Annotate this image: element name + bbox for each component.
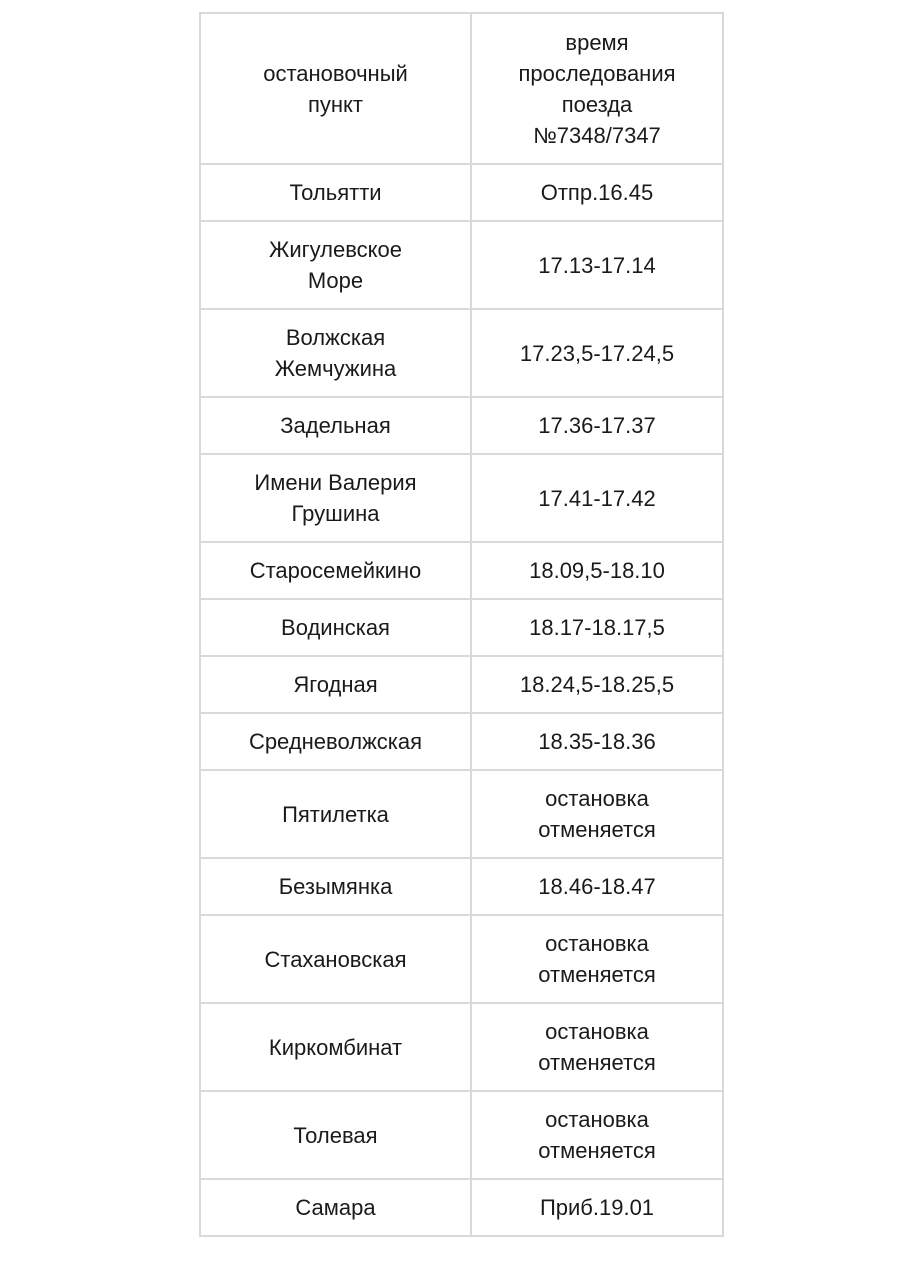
header-time-line: проследования [518,60,676,86]
stop-cell [200,1179,471,1236]
stop-cell [200,599,471,656]
table-row [200,221,723,309]
time-cell-text: остановка [545,786,649,811]
time-cell-text: 18.09,5-18.10 [529,558,665,583]
stop-cell [200,713,471,770]
table-row [200,164,723,221]
stop-cell-text: Имени Валерия [254,470,417,495]
table-row [200,656,723,713]
stop-cell-text: Море [307,268,364,293]
time-cell [471,713,723,770]
table-row [200,454,723,542]
time-cell-text: отменяется [538,817,656,842]
stop-cell [200,542,471,599]
header-time-line: время [565,29,629,55]
header-time-line: №7348/7347 [533,122,661,148]
stop-cell-text: Киркомбинат [268,1034,403,1060]
header-time [471,13,723,164]
stop-cell [200,858,471,915]
table-row [200,1179,723,1236]
time-cell-text: 18.35-18.36 [538,729,656,754]
header-stop-line: остановочный [263,60,408,86]
stop-cell-text: Задельная [280,413,391,438]
time-cell [471,164,723,221]
table-row [200,713,723,770]
time-cell-text: остановка [545,1019,649,1044]
stop-cell [200,1091,471,1179]
stop-cell [200,770,471,858]
table-row [200,309,723,397]
stop-cell-text: Жемчужина [274,356,397,381]
time-cell [471,858,723,915]
stop-cell-text: Самара [295,1195,376,1220]
time-cell-text: Приб.19.01 [539,1195,655,1220]
stop-cell [200,915,471,1003]
stop-cell [200,221,471,309]
time-cell [471,599,723,656]
table-row [200,542,723,599]
time-cell [471,1003,723,1091]
train-schedule-table [199,12,724,1237]
time-cell [471,542,723,599]
time-cell-text: Отпр.16.45 [540,180,654,205]
stop-cell-text: Средневолжская [248,729,423,754]
stop-cell-text: Грушина [291,501,380,526]
time-cell [471,656,723,713]
stop-cell [200,309,471,397]
header-stop-line: пункт [307,91,363,117]
stop-cell [200,397,471,454]
stop-cell [200,454,471,542]
time-cell-text: 18.46-18.47 [538,874,656,899]
stop-cell-text: Ягодная [293,672,378,697]
table-row [200,1091,723,1179]
time-cell [471,770,723,858]
time-cell-text: отменяется [538,962,656,987]
stop-cell-text: Толевая [293,1122,378,1148]
stop-cell-text: Водинская [281,615,390,640]
time-cell [471,309,723,397]
time-cell [471,454,723,542]
stop-cell [200,656,471,713]
time-cell-text: остановка [545,931,649,956]
time-cell-text: 17.41-17.42 [538,485,656,511]
stop-cell [200,164,471,221]
table-row [200,599,723,656]
table-header-row [200,13,723,164]
stop-cell-text: Волжская [285,325,386,350]
table-row [200,858,723,915]
time-cell-text: 17.23,5-17.24,5 [519,340,675,366]
header-stop [200,13,471,164]
stop-cell-text: Старосемейкино [249,558,422,583]
stop-cell-text: Безымянка [278,874,393,899]
table-row [200,770,723,858]
header-time-line: поезда [561,91,633,117]
time-cell [471,1179,723,1236]
table-row [200,1003,723,1091]
time-cell-text: 17.36-17.37 [538,413,656,438]
time-cell [471,397,723,454]
time-cell [471,915,723,1003]
time-cell-text: остановка [545,1107,649,1132]
stop-cell-text: Стахановская [264,946,407,972]
time-cell-text: 17.13-17.14 [538,252,656,278]
table-row [200,915,723,1003]
table-row [200,397,723,454]
time-cell [471,1091,723,1179]
stop-cell [200,1003,471,1091]
time-cell-text: 18.17-18.17,5 [529,615,665,640]
stop-cell-text: Жигулевское [269,237,402,262]
time-cell-text: отменяется [538,1050,656,1075]
stop-cell-text: Пятилетка [282,801,389,827]
stop-cell-text: Тольятти [289,180,382,205]
time-cell [471,221,723,309]
time-cell-text: 18.24,5-18.25,5 [519,672,675,697]
time-cell-text: отменяется [538,1138,656,1163]
